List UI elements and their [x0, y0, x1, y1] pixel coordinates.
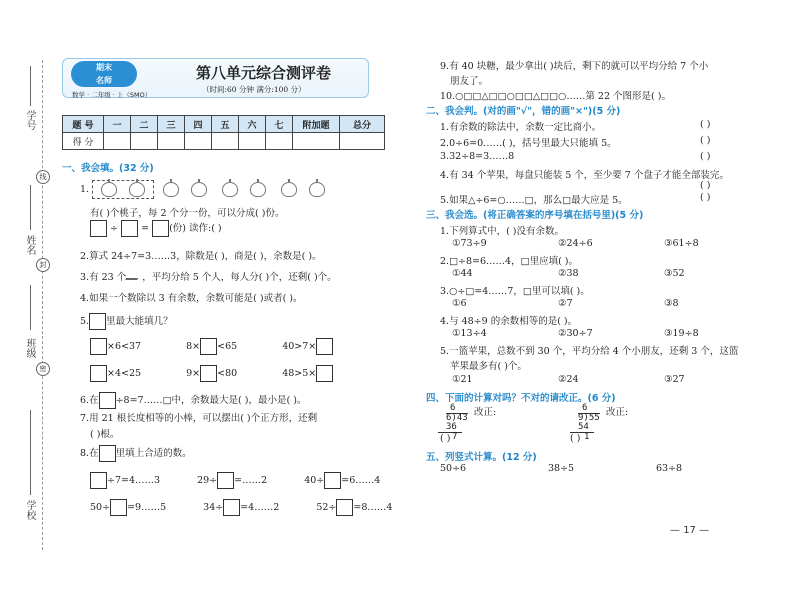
- q8-row2: 50÷ =9……5 34÷ =4……2 52÷ =8……4: [90, 499, 392, 516]
- score-value-row: [63, 133, 385, 150]
- long-division-2: 6 9)55 54 1: [570, 404, 600, 442]
- choice-opt[interactable]: ①44: [452, 268, 473, 279]
- brand-logo: 期末 名师: [71, 61, 137, 87]
- answer-box[interactable]: [316, 338, 333, 355]
- score-header-row: [63, 116, 385, 133]
- label-name: 姓名: [24, 235, 35, 255]
- student-id-line[interactable]: [30, 66, 31, 106]
- q7-text-cont: ( )根。: [90, 429, 120, 440]
- choice-opt[interactable]: ③61÷8: [664, 238, 699, 249]
- peach-icon: [281, 182, 297, 197]
- peach-icon: [250, 182, 266, 197]
- choice-opt[interactable]: ②24: [558, 374, 579, 385]
- correction-label-1: 改正:: [474, 407, 497, 418]
- q7-text: 7.用 21 根长度相等的小棒，可以摆出( )个正方形，还剩: [80, 413, 318, 424]
- answer-box[interactable]: [200, 338, 217, 355]
- answer-box[interactable]: [90, 472, 107, 489]
- vertical-calc-item: 38÷5: [548, 463, 575, 474]
- score-cell[interactable]: [239, 133, 266, 150]
- q6-text: 6.在 ÷8=7……□中，余数最大是( )，最小是( )。: [80, 392, 306, 409]
- binding-line: [42, 60, 43, 550]
- choice-q5-cont: 苹果最多有( )个。: [450, 361, 527, 372]
- label-class: 班级: [24, 338, 35, 358]
- choice-opt[interactable]: ③52: [664, 268, 685, 279]
- judge-item: 2.0÷6=0……( )，括号里最大只能填 5。: [440, 138, 617, 149]
- answer-box[interactable]: [90, 220, 107, 237]
- judge-item: 1.有余数的除法中，余数一定比商小。: [440, 122, 602, 133]
- q8-text: 8.在 里填上合适的数。: [80, 445, 192, 462]
- choice-opt[interactable]: ①73÷9: [452, 238, 487, 249]
- choice-opt[interactable]: ②38: [558, 268, 579, 279]
- q1-peaches: [80, 180, 331, 199]
- q8-row1: ÷7=4……3 29÷ =……2 40÷ =6……4: [90, 472, 380, 489]
- peach-pair-box: [92, 180, 154, 199]
- score-cell[interactable]: [158, 133, 185, 150]
- peach-icon: [222, 182, 238, 197]
- score-col-label: 题 号: [63, 116, 104, 133]
- page-title: 第八单元综合测评卷: [196, 64, 332, 82]
- score-cell[interactable]: [104, 133, 131, 150]
- label-school: 学校: [24, 500, 35, 520]
- q9-text: 9.有 40 块糖，最少拿出( )块后，剩下的就可以平均分给 7 个小: [440, 61, 709, 72]
- answer-box[interactable]: [121, 220, 138, 237]
- label-student-id: 学号: [24, 110, 35, 130]
- mark-line: 线: [36, 170, 50, 184]
- judge-item: 5.如果△÷6=○……□，那么□最大应是 5。: [440, 195, 628, 206]
- q3-text: 3.有 23 个 ，平均分给 5 个人，每人分( )个，还剩( )个。: [80, 268, 337, 283]
- answer-box[interactable]: [99, 392, 116, 409]
- score-cell[interactable]: [293, 133, 340, 150]
- section5-heading: 五、列竖式计算。(12 分): [426, 452, 537, 463]
- answer-box[interactable]: [200, 365, 217, 382]
- score-col: 二: [131, 116, 158, 133]
- q4-text: 4.如果一个数除以 3 有余数，余数可能是( )或者( )。: [80, 293, 303, 304]
- judge-paren[interactable]: ( ): [700, 135, 711, 146]
- choice-opt[interactable]: ②7: [558, 298, 573, 309]
- choice-opt[interactable]: ③8: [664, 298, 679, 309]
- pencil-icon: [125, 268, 143, 280]
- judge-paren[interactable]: ( ): [700, 151, 711, 162]
- correction-label-2: 改正:: [606, 407, 629, 418]
- answer-box[interactable]: [324, 472, 341, 489]
- name-line[interactable]: [30, 185, 31, 230]
- answer-box[interactable]: [99, 445, 116, 462]
- score-col: 七: [266, 116, 293, 133]
- class-line[interactable]: [30, 285, 31, 330]
- answer-box[interactable]: [217, 472, 234, 489]
- score-cell[interactable]: [266, 133, 293, 150]
- time-info: （时间:60 分钟 满分:100 分）: [202, 85, 306, 94]
- score-row-label: 得 分: [63, 133, 104, 150]
- score-col: 六: [239, 116, 266, 133]
- score-col: 三: [158, 116, 185, 133]
- q5-text: 5. 里最大能填几？: [80, 313, 173, 330]
- choice-opt[interactable]: ①21: [452, 374, 473, 385]
- answer-box[interactable]: [316, 365, 333, 382]
- q1-text: 有( )个桃子，每 2 个分一份，可以分成( )份。: [90, 208, 285, 219]
- answer-box[interactable]: [223, 499, 240, 516]
- q10-text: 10.○□□△□□○□□△□□○……第 22 个图形是( )。: [440, 91, 671, 102]
- score-col-bonus: 附加题: [293, 116, 340, 133]
- section4-heading: 四、下面的计算对吗？不对的请改正。(6 分): [426, 393, 616, 404]
- choice-q2: 2.□÷8=6……4，□里应填( )。: [440, 256, 579, 267]
- q1-number: 1.: [80, 184, 90, 195]
- section3-heading: 三、我会选。(将正确答案的序号填在括号里)(5 分): [426, 210, 644, 221]
- judge-paren[interactable]: ( ): [700, 192, 711, 203]
- judge-paren[interactable]: ( ): [570, 433, 581, 444]
- q2-text: 2.算式 24÷7=3……3，除数是( )，商是( )，余数是( )。: [80, 251, 322, 262]
- answer-box[interactable]: [89, 313, 106, 330]
- choice-q5: 5.一篮苹果，总数不到 30 个，平均分给 4 个小朋友，还剩 3 个，这篮: [440, 346, 739, 357]
- answer-box[interactable]: [110, 499, 127, 516]
- vertical-calc-item: 63÷8: [656, 463, 683, 474]
- score-cell[interactable]: [185, 133, 212, 150]
- choice-opt[interactable]: ②30÷7: [558, 328, 593, 339]
- school-line[interactable]: [30, 410, 31, 495]
- choice-opt[interactable]: ①13÷4: [452, 328, 487, 339]
- page-number: — 17 —: [670, 525, 710, 536]
- book-subtitle: 数学 · 二年级 · 上（SMO）: [72, 91, 152, 99]
- peach-icon: [309, 182, 325, 197]
- long-division-1: 6 6)43 36 7: [438, 404, 468, 442]
- choice-opt[interactable]: ①6: [452, 298, 467, 309]
- peach-icon: [129, 182, 145, 197]
- choice-opt[interactable]: ③19÷8: [664, 328, 699, 339]
- score-table: [62, 115, 385, 150]
- score-col: 四: [185, 116, 212, 133]
- score-cell[interactable]: [340, 133, 385, 150]
- q5-row2: ×4<25 9× <80 48>5×: [90, 365, 333, 382]
- score-cell[interactable]: [212, 133, 239, 150]
- section2-heading: 二、我会判。(对的画"√"，错的画"×")(5 分): [426, 106, 621, 117]
- mark-seal: 封: [36, 258, 50, 272]
- q5-row1: ×6<37 8× <65 40>7×: [90, 338, 333, 355]
- peach-icon: [101, 182, 117, 197]
- q1-equation: ÷ = (份) 读作:( ): [90, 220, 222, 237]
- judge-paren[interactable]: ( ): [440, 433, 451, 444]
- judge-item: 3.32÷8=3……8: [440, 151, 515, 162]
- judge-paren[interactable]: ( ): [700, 119, 711, 130]
- choice-q3: 3.○÷□=4……7，□里可以填( )。: [440, 286, 590, 297]
- judge-item: 4.有 34 个苹果，每盘只能装 5 个，至少要 7 个盘子才能全部装完。: [440, 170, 729, 181]
- answer-box[interactable]: [152, 220, 169, 237]
- peach-icon: [163, 182, 179, 197]
- peach-icon: [191, 182, 207, 197]
- answer-box[interactable]: [336, 499, 353, 516]
- choice-opt[interactable]: ②24÷6: [558, 238, 593, 249]
- vertical-calc-item: 50÷6: [440, 463, 467, 474]
- score-col: 一: [104, 116, 131, 133]
- choice-opt[interactable]: ③27: [664, 374, 685, 385]
- score-col-total: 总分: [340, 116, 385, 133]
- choice-q1: 1.下列算式中，( )没有余数。: [440, 226, 564, 237]
- section1-heading: 一、我会填。(32 分): [62, 163, 154, 174]
- score-cell[interactable]: [131, 133, 158, 150]
- q9-text-cont: 朋友了。: [450, 76, 489, 87]
- answer-box[interactable]: [90, 365, 107, 382]
- mark-close: 密: [36, 362, 50, 376]
- score-col: 五: [212, 116, 239, 133]
- answer-box[interactable]: [90, 338, 107, 355]
- judge-paren[interactable]: ( ): [700, 180, 711, 191]
- choice-q4: 4.与 48÷9 的余数相等的是( )。: [440, 316, 578, 327]
